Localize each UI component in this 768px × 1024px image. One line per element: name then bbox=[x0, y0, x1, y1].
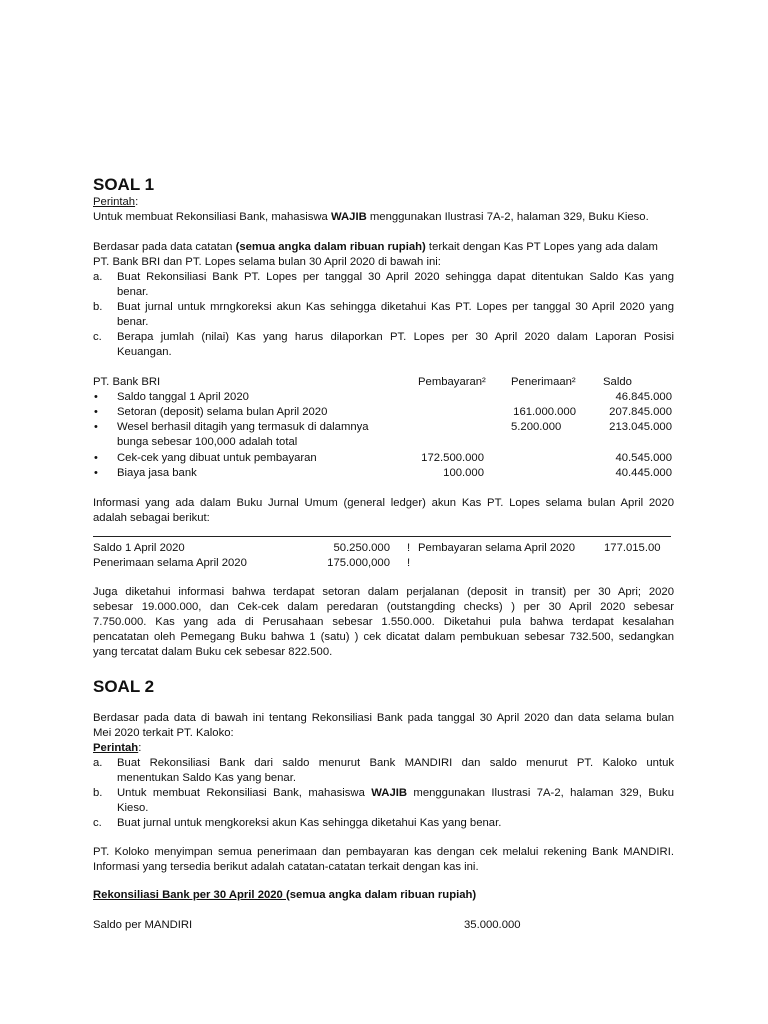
bullet: • bbox=[94, 391, 98, 403]
col-saldo-header: Saldo bbox=[603, 376, 632, 388]
perintah-colon: : bbox=[138, 742, 142, 754]
bank-row-saldo: 46.845.000 bbox=[615, 391, 672, 403]
bank-row-label: Biaya jasa bank bbox=[117, 467, 197, 479]
bullet: • bbox=[94, 467, 98, 479]
bank-table-title: PT. Bank BRI bbox=[93, 376, 161, 388]
task-marker: a. bbox=[93, 271, 103, 283]
bank-row-saldo: 40.445.000 bbox=[615, 467, 672, 479]
ledger-left-value: 175.000,000 bbox=[327, 557, 390, 569]
ledger-divider bbox=[93, 536, 671, 537]
task-text: Keuangan. bbox=[117, 346, 172, 358]
bullet: • bbox=[94, 406, 98, 418]
soal2-title: SOAL 2 bbox=[93, 677, 155, 696]
task-marker: c. bbox=[93, 817, 102, 829]
task-text: Kieso. bbox=[117, 802, 149, 814]
ledger-intro-line2: adalah sebagai berikut: bbox=[93, 512, 210, 524]
task-text-part: menggunakan Ilustrasi 7A-2, halaman 329, Buku bbox=[407, 787, 674, 799]
task-text: benar. bbox=[117, 286, 149, 298]
bank-row-penerimaan: 5.200.000 bbox=[511, 421, 562, 433]
task-text: Berapa jumlah (nilai) Kas yang harus dilaporkan PT. Lopes per 30 April 2020 dalam Laporan Posisi bbox=[117, 331, 674, 343]
soal1-data-line1 bbox=[93, 240, 674, 255]
soal2-info-line2: Informasi yang tersedia berikut adalah catatan-catatan terkait dengan kas ini. bbox=[93, 861, 479, 873]
soal1-data-line2: PT. Bank BRI dan PT. Lopes selama bulan 30 April 2020 di bawah ini: bbox=[93, 256, 441, 268]
ledger-right-value: 177.015.00 bbox=[604, 542, 661, 554]
bank-row-label: Setoran (deposit) selama bulan April 2020 bbox=[117, 406, 328, 418]
soal2-intro-line2: Mei 2020 terkait PT. Kaloko: bbox=[93, 727, 234, 739]
task-marker: b. bbox=[93, 787, 103, 799]
soal1-title: SOAL 1 bbox=[93, 175, 155, 194]
task-marker: a. bbox=[93, 757, 103, 769]
data-line1-text-end: terkait dengan Kas PT Lopes yang ada dalam bbox=[425, 241, 658, 253]
extra-info-line: pencatatan oleh Pemegang Buku bahwa 1 (satu) ) cek dicatat dalam pembukuan sebesar 732.500, sedangkan bbox=[93, 631, 674, 643]
bullet: • bbox=[94, 421, 98, 433]
task-text-bold: WAJIB bbox=[371, 787, 408, 799]
bank-row-label: Cek-cek yang dibuat untuk pembayaran bbox=[117, 452, 317, 464]
recon-title-underlined: Rekonsiliasi Bank per 30 April 2020 bbox=[93, 889, 286, 901]
col-pembayaran-header: Pembayaran² bbox=[418, 376, 486, 388]
intro-bold: WAJIB bbox=[330, 211, 367, 223]
extra-info-line: 7.750.000. Kas yang ada di Perusahaan sebesar 1.550.000. Diketahui pula bahwa terdapat kesalahan bbox=[93, 616, 674, 628]
recon-title-note: (semua angka dalam ribuan rupiah) bbox=[285, 889, 477, 901]
soal1-intro bbox=[93, 210, 649, 225]
bank-row-saldo: 40.545.000 bbox=[615, 452, 672, 464]
task-text-part: Untuk membuat Rekonsiliasi Bank, mahasiswa bbox=[117, 787, 372, 799]
ledger-left-value: 50.250.000 bbox=[333, 542, 390, 554]
task-text bbox=[117, 786, 674, 801]
ledger-left-label: Penerimaan selama April 2020 bbox=[93, 557, 247, 569]
bank-row-label: Wesel berhasil ditagih yang termasuk di dalamnya bbox=[117, 421, 369, 433]
bank-row-pembayaran: 100.000 bbox=[443, 467, 484, 479]
saldo-label: Saldo per MANDIRI bbox=[93, 919, 193, 931]
task-text: menentukan Saldo Kas yang benar. bbox=[117, 772, 296, 784]
extra-info-line: yang tercatat dalam Buku cek sebesar 822.500. bbox=[93, 646, 333, 658]
ledger-right-label: Pembayaran selama April 2020 bbox=[418, 542, 575, 554]
bank-row-label: Saldo tanggal 1 April 2020 bbox=[117, 391, 249, 403]
saldo-value: 35.000.000 bbox=[464, 919, 521, 931]
perintah-label: Perintah bbox=[93, 196, 136, 208]
soal2-info-line1: PT. Koloko menyimpan semua penerimaan dan pembayaran kas dengan cek melalui rekening Bank MANDIRI. bbox=[93, 846, 674, 858]
data-line1-bold: (semua angka dalam ribuan rupiah) bbox=[235, 241, 426, 253]
soal2-intro-line1: Berdasar pada data di bawah ini tentang Rekonsiliasi Bank pada tanggal 30 April 2020 dan data selama bulan bbox=[93, 712, 674, 724]
task-text: benar. bbox=[117, 316, 149, 328]
ledger-left-label: Saldo 1 April 2020 bbox=[93, 542, 185, 554]
col-penerimaan-header: Penerimaan² bbox=[511, 376, 576, 388]
bank-row-pembayaran: 172.500.000 bbox=[421, 452, 484, 464]
task-text: Buat Rekonsiliasi Bank PT. Lopes per tanggal 30 April 2020 sehingga dapat ditentukan Saldo Kas yang bbox=[117, 271, 674, 283]
task-marker: b. bbox=[93, 301, 103, 313]
task-marker: c. bbox=[93, 331, 102, 343]
soal2-perintah bbox=[93, 741, 141, 756]
data-line1-text: Berdasar pada data catatan bbox=[93, 241, 236, 253]
task-text: Buat jurnal untuk mrngkoreksi akun Kas sehingga diketahui Kas PT. Lopes per tanggal 30 April 2020 yang bbox=[117, 301, 674, 313]
intro-text: Untuk membuat Rekonsiliasi Bank, mahasiswa bbox=[93, 211, 331, 223]
recon-title bbox=[93, 888, 476, 903]
perintah-label: Perintah bbox=[93, 742, 139, 754]
extra-info-line: sebesar 19.000.000, dan Cek-cek dalam peredaran (outstangding checks) ) per 30 April 2020 sebesar bbox=[93, 601, 674, 613]
task-text: Buat jurnal untuk mengkoreksi akun Kas sehingga diketahui Kas yang benar. bbox=[117, 817, 502, 829]
bank-row-penerimaan: 161.000.000 bbox=[513, 406, 576, 418]
task-text: Buat Rekonsiliasi Bank dari saldo menurut Bank MANDIRI dan saldo menurut PT. Kaloko untuk bbox=[117, 757, 674, 769]
perintah-colon: : bbox=[135, 196, 139, 208]
bank-row-saldo: 213.045.000 bbox=[609, 421, 672, 433]
ledger-separator: ! bbox=[407, 557, 411, 569]
soal1-perintah bbox=[93, 195, 138, 210]
extra-info-line: Juga diketahui informasi bahwa terdapat setoran dalam perjalanan (deposit in transit) per 30 Apri; 2020 bbox=[93, 586, 674, 598]
ledger-intro-line1: Informasi yang ada dalam Buku Jurnal Umum (general ledger) akun Kas PT. Lopes selama bulan April 2020 bbox=[93, 497, 674, 509]
bank-row-label-cont: bunga sebesar 100,000 adalah total bbox=[117, 436, 298, 448]
intro-text-end: menggunakan Ilustrasi 7A-2, halaman 329, Buku Kieso. bbox=[366, 211, 649, 223]
bullet: • bbox=[94, 452, 98, 464]
ledger-separator: ! bbox=[407, 542, 411, 554]
bank-row-saldo: 207.845.000 bbox=[609, 406, 672, 418]
